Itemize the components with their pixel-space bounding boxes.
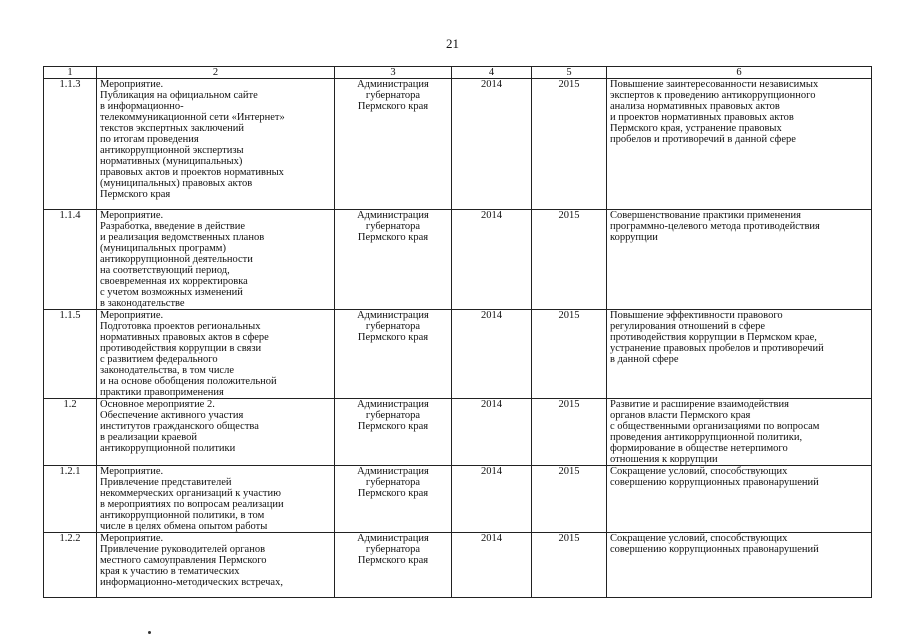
text-line: Пермского края — [357, 421, 429, 432]
text-line: в информационно- — [100, 101, 184, 112]
end-year: 2015 — [532, 210, 607, 310]
text-line: Пермского края — [357, 332, 429, 343]
header-row — [44, 67, 872, 79]
item-number: 1.1.4 — [44, 210, 97, 310]
responsible-executor — [335, 210, 452, 310]
item-number: 1.1.5 — [44, 310, 97, 399]
page-number: 21 — [446, 36, 459, 51]
text-line: с общественными организациями по вопросам — [610, 421, 820, 432]
table-row — [44, 399, 872, 466]
activity-description — [97, 310, 335, 399]
end-year: 2015 — [532, 466, 607, 533]
text-line: нормативных правовых актов в сфере — [100, 332, 269, 343]
text-line: и на основе обобщения положительной — [100, 376, 277, 387]
text-line: в реализации краевой — [100, 432, 197, 443]
text-line: Мероприятие. — [100, 210, 164, 221]
text-line: Сокращение условий, способствующих — [610, 533, 788, 544]
item-number: 1.2.2 — [44, 533, 97, 598]
text-line: коррупции — [610, 232, 658, 243]
text-line: в мероприятиях по вопросам реализации — [100, 499, 284, 510]
column-header: 4 — [452, 67, 532, 79]
text-line: (муниципальных) правовых актов — [100, 178, 253, 189]
text-line: Мероприятие. — [100, 466, 164, 477]
start-year: 2014 — [452, 210, 532, 310]
text-line: с учетом возможных изменений — [100, 287, 243, 298]
text-line: и проектов нормативных правовых актов — [610, 112, 794, 123]
item-number: 1.2.1 — [44, 466, 97, 533]
text-line: (муниципальных программ) — [100, 243, 226, 254]
expected-result — [607, 399, 872, 466]
activity-description — [97, 210, 335, 310]
text-line: институтов гражданского общества — [100, 421, 259, 432]
text-line: некоммерческих организаций к участию — [100, 488, 281, 499]
text-line: Публикация на официальном сайте — [100, 90, 258, 101]
responsible-executor — [335, 310, 452, 399]
text-line: Пермского края, устранение правовых — [610, 123, 782, 134]
text-line: края к участию в тематических — [100, 566, 240, 577]
activity-description — [97, 466, 335, 533]
text-line: практики правоприменения — [100, 387, 224, 398]
activity-description — [97, 399, 335, 466]
text-line: Администрация — [357, 466, 429, 477]
text-line: Пермского края — [100, 189, 171, 200]
end-year: 2015 — [532, 79, 607, 210]
item-number: 1.1.3 — [44, 79, 97, 210]
text-line: в данной сфере — [610, 354, 679, 365]
text-line: губернатора — [365, 90, 421, 101]
text-line: противодействия коррупции в Пермском крае, — [610, 332, 817, 343]
end-year: 2015 — [532, 310, 607, 399]
text-line: правовых актов и проектов нормативных — [100, 167, 284, 178]
text-line: отношения к коррупции — [610, 454, 718, 465]
text-line: в законодательстве — [100, 298, 185, 309]
text-line: с развитием федерального — [100, 354, 218, 365]
text-line: Повышение эффективности правового — [610, 310, 783, 321]
text-line: телекоммуникационной сети «Интернет» — [100, 112, 285, 123]
start-year: 2014 — [452, 533, 532, 598]
expected-result — [607, 533, 872, 598]
text-line: законодательства, в том числе — [100, 365, 234, 376]
column-header: 2 — [97, 67, 335, 79]
column-header: 1 — [44, 67, 97, 79]
start-year: 2014 — [452, 466, 532, 533]
text-line: Сокращение условий, способствующих — [610, 466, 788, 477]
table-row — [44, 79, 872, 210]
text-line: губернатора — [365, 544, 421, 555]
table-row — [44, 533, 872, 598]
text-line: антикоррупционной деятельности — [100, 254, 253, 265]
text-line: пробелов и противоречий в данной сфере — [610, 134, 796, 145]
text-line: числе в целях обмена опытом работы — [100, 521, 268, 532]
action-plan-table — [43, 66, 872, 598]
table-row — [44, 210, 872, 310]
column-header: 6 — [607, 67, 872, 79]
text-line: Мероприятие. — [100, 310, 164, 321]
text-line: программно-целевого метода противодействия — [610, 221, 820, 232]
responsible-executor — [335, 399, 452, 466]
text-line: нормативных (муниципальных) — [100, 156, 243, 167]
text-line: регулирования отношений в сфере — [610, 321, 766, 332]
text-line: антикоррупционной политики, в том — [100, 510, 265, 521]
text-line: Подготовка проектов региональных — [100, 321, 261, 332]
text-line: Разработка, введение в действие — [100, 221, 246, 232]
text-line: Администрация — [357, 533, 429, 544]
expected-result — [607, 310, 872, 399]
responsible-executor — [335, 79, 452, 210]
text-line: Обеспечение активного участия — [100, 410, 244, 421]
item-number: 1.2 — [44, 399, 97, 466]
text-line: Администрация — [357, 399, 429, 410]
text-line: Развитие и расширение взаимодействия — [610, 399, 789, 410]
responsible-executor — [335, 533, 452, 598]
text-line: Совершенствование практики применения — [610, 210, 801, 221]
activity-description — [97, 79, 335, 210]
expected-result — [607, 466, 872, 533]
table-row — [44, 310, 872, 399]
text-line: Администрация — [357, 210, 429, 221]
table-row — [44, 466, 872, 533]
table-body — [44, 79, 872, 598]
text-line: устранение правовых пробелов и противоречий — [610, 343, 824, 354]
text-line: Привлечение представителей — [100, 477, 232, 488]
text-line: информационно-методических встречах, — [100, 577, 283, 588]
text-line: местного самоуправления Пермского — [100, 555, 267, 566]
column-header: 5 — [532, 67, 607, 79]
text-line: текстов экспертных заключений — [100, 123, 244, 134]
end-year: 2015 — [532, 533, 607, 598]
text-line: и реализация ведомственных планов — [100, 232, 265, 243]
text-line: Пермского края — [357, 488, 429, 499]
expected-result — [607, 79, 872, 210]
text-line: Основное мероприятие 2. — [100, 399, 215, 410]
text-line: Мероприятие. — [100, 79, 164, 90]
text-line: Администрация — [357, 310, 429, 321]
text-line: анализа нормативных правовых актов — [610, 101, 780, 112]
start-year: 2014 — [452, 79, 532, 210]
text-line: Мероприятие. — [100, 533, 164, 544]
text-line: антикоррупционной политики — [100, 443, 236, 454]
text-line: губернатора — [365, 221, 421, 232]
start-year: 2014 — [452, 310, 532, 399]
text-line: по итогам проведения — [100, 134, 199, 145]
text-line: проведения антикоррупционной политики, — [610, 432, 803, 443]
text-line: антикоррупционной экспертизы — [100, 145, 244, 156]
text-line: губернатора — [365, 477, 421, 488]
text-line: губернатора — [365, 410, 421, 421]
text-line: Администрация — [357, 79, 429, 90]
text-line: Пермского края — [357, 232, 429, 243]
text-line: совершению коррупционных правонарушений — [610, 477, 819, 488]
start-year: 2014 — [452, 399, 532, 466]
responsible-executor — [335, 466, 452, 533]
text-line: формирование в обществе нетерпимого — [610, 443, 788, 454]
column-header: 3 — [335, 67, 452, 79]
expected-result — [607, 210, 872, 310]
scan-dot — [148, 631, 151, 634]
text-line: органов власти Пермского края — [610, 410, 751, 421]
text-line: Повышение заинтересованности независимых — [610, 79, 819, 90]
text-line: Пермского края — [357, 101, 429, 112]
text-line: Привлечение руководителей органов — [100, 544, 266, 555]
text-line: экспертов к проведению антикоррупционного — [610, 90, 816, 101]
activity-description — [97, 533, 335, 598]
text-line: своевременная их корректировка — [100, 276, 248, 287]
text-line: губернатора — [365, 321, 421, 332]
end-year: 2015 — [532, 399, 607, 466]
text-line: противодействия коррупции в связи — [100, 343, 262, 354]
text-line: на соответствующий период, — [100, 265, 230, 276]
text-line: совершению коррупционных правонарушений — [610, 544, 819, 555]
text-line: Пермского края — [357, 555, 429, 566]
